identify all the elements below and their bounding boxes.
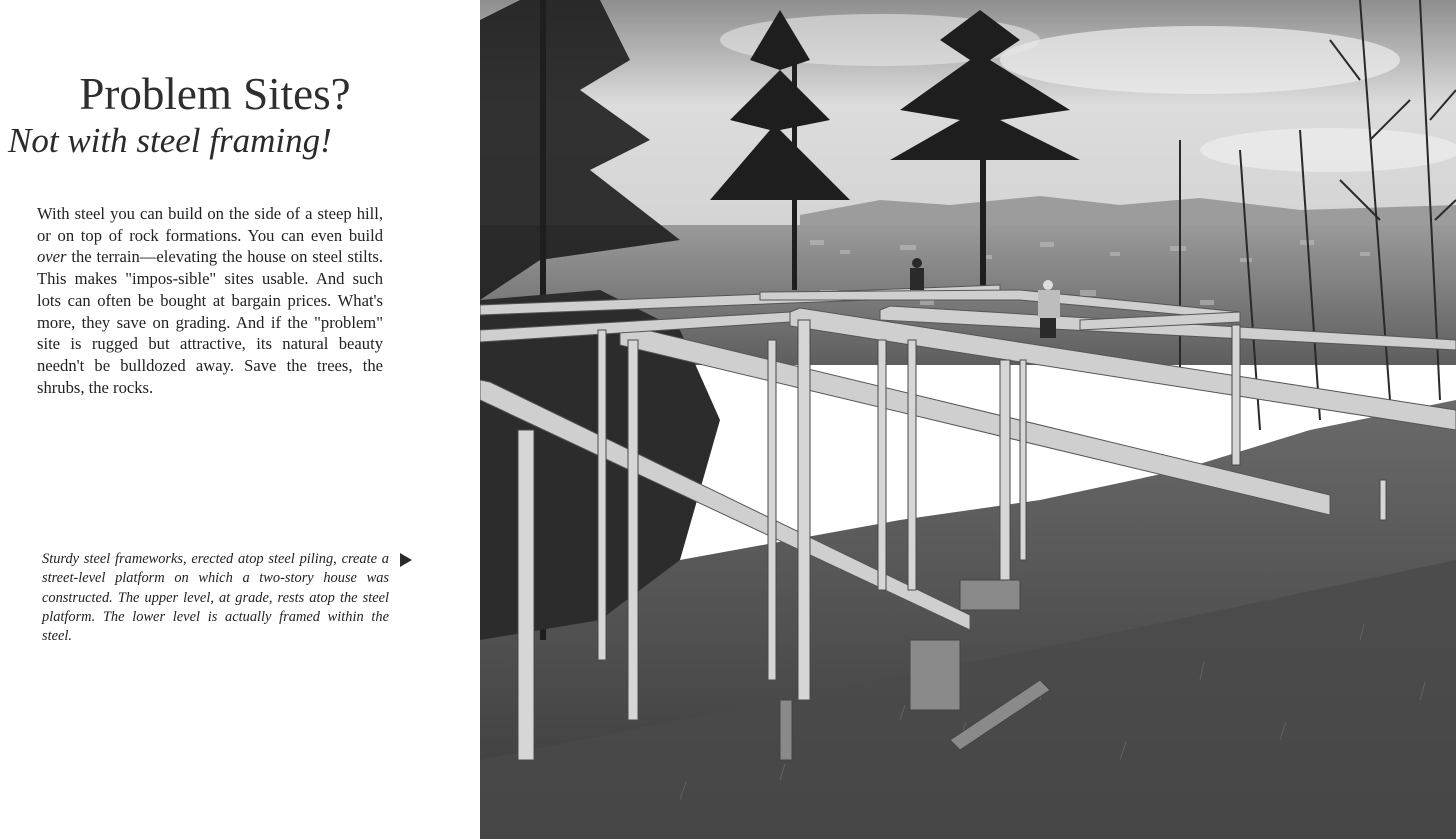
body-text-emphasis: over [37,247,67,267]
text-page [0,0,480,839]
page-headline: Problem Sites? [79,69,351,119]
caption-arrow-icon [400,553,412,567]
body-paragraph [37,203,383,398]
page-subheadline: Not with steel framing! [8,121,332,160]
body-text-part1: With steel you can build on the side of a steep hill, or on top of rock formations. You can even build [37,204,383,245]
body-text-part2: the terrain—elevating the house on steel stilts. This makes "impos-sible" sites usable. And such lots can often be bought at bargain prices. What's more, they save on grading. And if the "problem" site is rugged but attractive, its natural beauty needn't be bulldozed away. Save the trees, the shrubs, the rocks. [37,247,383,397]
construction-photo [480,0,1456,839]
photo-caption: Sturdy steel frameworks, erected atop steel piling, create a street-level platform on which a two-story house was constructed. The upper level, at grade, rests atop the steel platform. The lower level is actually framed within the steel. [42,551,389,645]
